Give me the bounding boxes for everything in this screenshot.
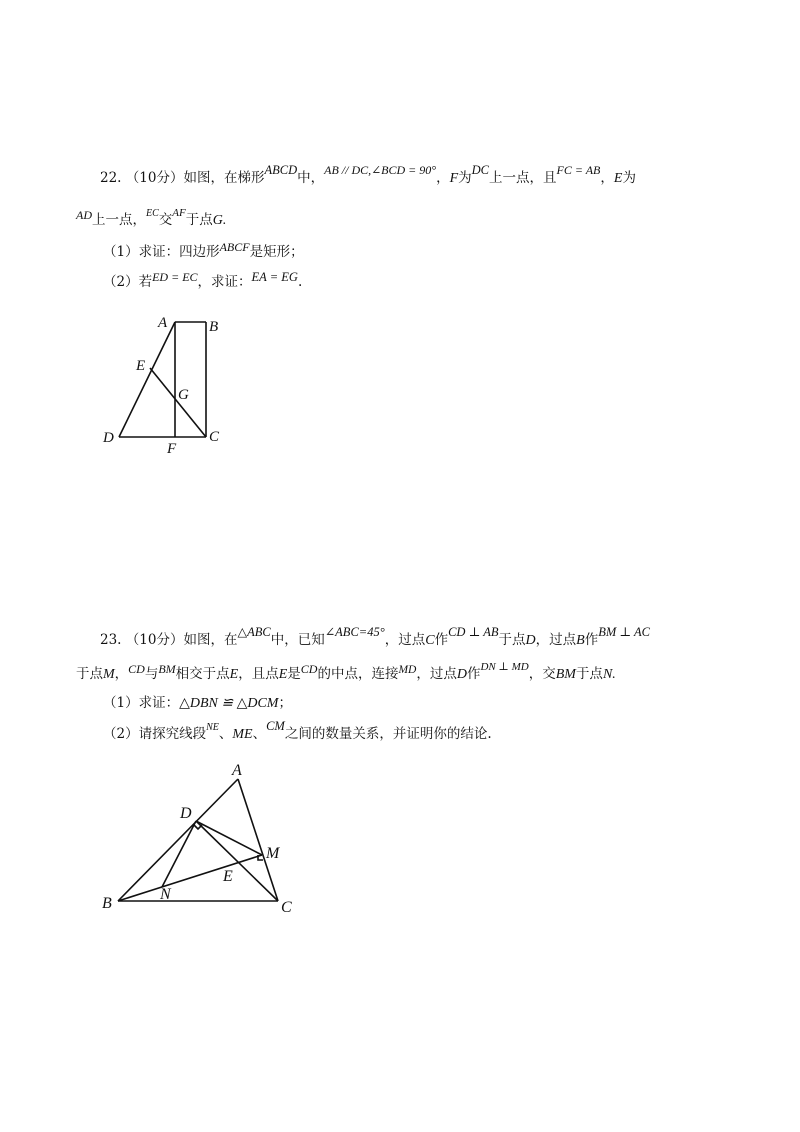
figure-22-lines — [119, 322, 206, 437]
q22-line-1: 22. （10分）如图，在梯形ABCD中，AB // DC,∠BCD = 90°，F为DC上一点，且FC = AB，E为 — [100, 163, 636, 186]
right-angle-d — [193, 824, 202, 829]
segment-ac — [238, 779, 278, 901]
q22-condition-1: AB // DC,∠BCD = 90° — [324, 163, 437, 177]
label-d: D — [180, 805, 192, 822]
segment-ec — [150, 368, 206, 437]
q23-part-2: （2）请探究线段$^{NE}$、ME、CM之间的数量关系，并证明你的结论. — [103, 719, 492, 742]
label-c: C — [209, 429, 220, 445]
segment-ab — [118, 779, 238, 901]
q23-congruence: △DBN ≌ △DCM — [179, 696, 279, 711]
label-b: B — [209, 319, 219, 335]
q22-part-1: （1）求证：四边形ABCF是矩形； — [103, 240, 304, 260]
q23-line-1: 23. （10分）如图，在△ABC中，已知∠ABC=45°，过点C作CD ⊥ AB于点D，过点B作BM ⊥ AC — [100, 625, 650, 648]
label-m: M — [266, 845, 280, 862]
label-a: A — [158, 315, 168, 331]
label-d: D — [103, 430, 114, 446]
label-c: C — [281, 899, 292, 916]
label-e: E — [223, 868, 233, 885]
q22-number: 22. — [100, 170, 122, 186]
segment-dn — [162, 821, 196, 887]
label-n: N — [160, 886, 171, 903]
segment-dm — [196, 821, 262, 855]
label-a: A — [232, 762, 242, 779]
q22-part-2: （2）若ED = EC，求证：EA = EG. — [103, 270, 303, 290]
trapezoid-name: ABCD — [264, 163, 298, 177]
label-f: F — [167, 441, 177, 457]
label-g: G — [178, 387, 189, 403]
figure-23-lines — [118, 779, 278, 901]
segment-dc — [196, 821, 278, 901]
segment-ad — [119, 322, 175, 437]
label-b: B — [102, 895, 112, 912]
q22-line-2: AD上一点，$^{EC}$交$^{AF}$于点G. — [76, 207, 227, 228]
q23-line-2: 于点M，CD与BM相交于点E，且点E是CD的中点，连接MD，过点D作$^{DN \perp MD}$，交BM于点N. — [76, 661, 616, 682]
q23-score: （10分） — [125, 632, 184, 648]
q22-score: （10分） — [125, 170, 184, 186]
segment-bm — [118, 855, 262, 901]
label-e: E — [136, 358, 146, 374]
q23-angle: ∠ABC=45° — [324, 625, 385, 639]
q23-number: 23. — [100, 632, 122, 648]
q22-condition-2: FC = AB — [556, 163, 601, 177]
right-angle-m — [258, 855, 263, 860]
q23-part-1: （1）求证：△DBN ≌ △DCM； — [103, 695, 292, 711]
